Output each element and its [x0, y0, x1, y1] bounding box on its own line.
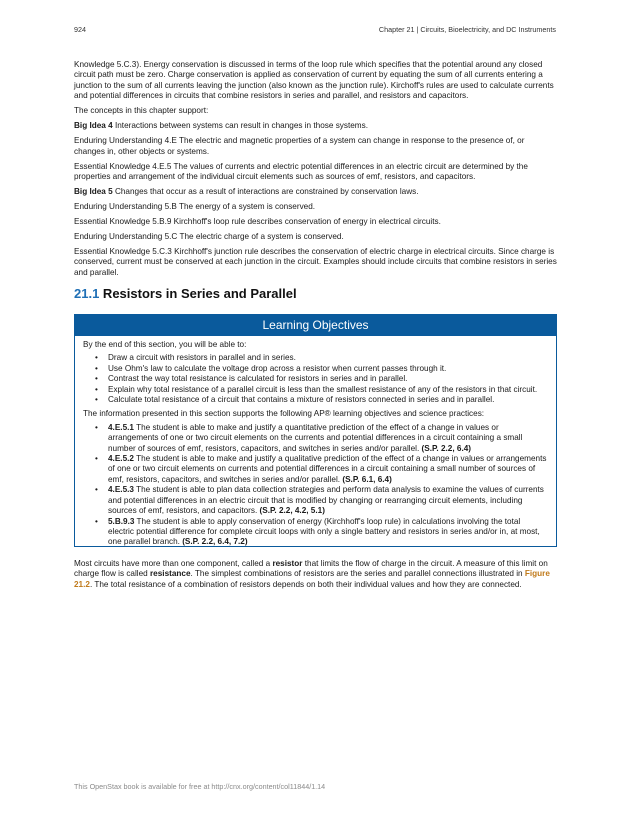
concept-item — [74, 232, 557, 242]
footer-note: This OpenStax book is available for free at http://cnx.org/content/col11844/1.14 — [74, 782, 326, 791]
closing-text: that limits the flow of charge in the circuit. A measure of this limit on charge flow is called — [74, 559, 548, 579]
ap-objective-item — [83, 423, 548, 454]
ap-text: The student is able to make and justify a quantitative prediction of the effect of a change in values or arrangements of one or two circuit elements on the currents and potential differences in a circuit containing a small number of sources of emf, resistors, capacitors, and switches in series and/or parallel. — [108, 422, 523, 453]
ap-code: 4.E.5.1 — [108, 422, 134, 432]
ap-code: 5.B.9.3 — [108, 516, 135, 526]
closing-text: . The simplest combinations of resistors are the series and parallel connections illustrated in — [190, 569, 525, 579]
closing-text: . The total resistance of a combination of resistors depends on both their individual values and how they are connected. — [89, 579, 522, 589]
concept-item — [74, 121, 557, 131]
ap-objective-item — [83, 454, 548, 485]
objectives-list — [83, 353, 548, 405]
ap-text: The student is able to make and justify a qualitative prediction of the effect of a change in values or arrangements of one or two circuit elements on currents and potential differences in a circuit containing a small number of sources of emf, resistors, capacitors, and switches in series and/or parallel. — [108, 454, 547, 484]
concept-bold: Big Idea 5 — [74, 187, 113, 197]
concept-text: Changes that occur as a result of interactions are constrained by conservation laws. — [112, 187, 419, 197]
concept-text: Essential Knowledge 4.E.5 The values of currents and electric potential differences in an electric circuit are determined by the properties and arrangement of the individual circuit elements such as sources of emf, resistors, and capacitors. — [74, 161, 528, 182]
ap-objective-item — [83, 517, 548, 548]
ap-intro: The information presented in this section supports the following AP® learning objectives and science practices: — [83, 409, 485, 419]
objective-item: • Contrast the way total resistance is calculated for resistors in series and in parallel. — [83, 374, 548, 384]
concept-item — [74, 202, 557, 212]
ap-code: 4.E.5.3 — [108, 485, 134, 495]
term-resistance: resistance — [150, 569, 191, 579]
section-title — [74, 286, 297, 301]
concept-item — [74, 136, 557, 157]
concept-text: Essential Knowledge 5.C.3 Kirchhoff's junction rule describes the conservation of electric charge in electrical circuits. Since charge is conserved, current must be conserved at each junction in the circuit. Examples should include circuits that combine resistors in series and parallel. — [74, 247, 557, 277]
concept-bold: Big Idea 4 — [74, 121, 113, 131]
science-practice: (S.P. 2.2, 4.2, 5.1) — [259, 506, 325, 516]
ap-objectives-list — [83, 423, 548, 548]
learning-objectives-box — [74, 314, 557, 547]
science-practice: (S.P. 2.2, 6.4, 7.2) — [182, 537, 248, 547]
objective-item: • Use Ohm's law to calculate the voltage drop across a resistor when current passes through it. — [83, 364, 548, 374]
intro-paragraph: Knowledge 5.C.3). Energy conservation is discussed in terms of the loop rule which specifies that the potential around any closed circuit path must be zero. Charge conservation is applied as conservation of current by equating the sum of all currents entering a junction to the sum of all currents leaving the junction (also known as the junction rule). Kirchoff's rules are used to calculate currents and potential differences in circuits that combine resistors in series and parallel, and resistors and capacitors. — [74, 60, 554, 101]
figure-link[interactable]: Figure 21.2 — [74, 569, 550, 589]
concept-text: Enduring Understanding 5.C The electric charge of a system is conserved. — [74, 232, 344, 242]
objective-item: • Calculate total resistance of a circuit that contains a mixture of resistors connected in series and in parallel. — [83, 395, 548, 405]
concept-text: Enduring Understanding 4.E The electric and magnetic properties of a system can change in response to the presence of, or changes in, other objects or systems. — [74, 136, 525, 156]
closing-text: Most circuits have more than one component, called a — [74, 559, 273, 568]
concepts-intro: The concepts in this chapter support: — [74, 106, 209, 116]
concept-item — [74, 247, 557, 278]
ap-objective-item — [83, 485, 548, 516]
objective-item: • Draw a circuit with resistors in parallel and in series. — [83, 353, 548, 363]
ap-code: 4.E.5.2 — [108, 454, 134, 464]
section-number: 21.1 — [74, 286, 100, 301]
concept-item — [74, 162, 557, 183]
body-text — [74, 60, 557, 283]
learning-objectives-heading: Learning Objectives — [75, 315, 556, 336]
closing-paragraph — [74, 559, 557, 590]
concept-item — [74, 187, 557, 197]
concept-item — [74, 217, 557, 227]
ap-text: The student is able to apply conservation of energy (Kirchhoff's loop rule) in calculations involving the total electric potential difference for complete circuit loops with only a single battery and resistors in series and/or in, at most, one parallel branch. — [108, 516, 540, 547]
ap-text: The student is able to plan data collection strategies and perform data analysis to examine the values of currents and potential differences in an electric circuit that is modified by changing or rearranging circuit elements, including sources of emf, resistors, and capacitors. — [108, 485, 544, 516]
chapter-header: Chapter 21 | Circuits, Bioelectricity, and DC Instruments — [378, 25, 556, 34]
page-number: 924 — [74, 25, 86, 34]
learning-objectives-body — [75, 336, 556, 548]
concept-text: Essential Knowledge 5.B.9 Kirchhoff's loop rule describes conservation of energy in electrical circuits. — [74, 217, 441, 227]
section-heading: Resistors in Series and Parallel — [99, 286, 297, 301]
objectives-intro: By the end of this section, you will be able to: — [83, 340, 247, 349]
science-practice: (S.P. 2.2, 6.4) — [421, 443, 472, 453]
term-resistor: resistor — [272, 559, 303, 568]
science-practice: (S.P. 6.1, 6.4) — [342, 474, 392, 484]
concept-text: Enduring Understanding 5.B The energy of a system is conserved. — [74, 202, 316, 212]
concept-text: Interactions between systems can result in changes in those systems. — [112, 121, 368, 131]
objective-item: • Explain why total resistance of a parallel circuit is less than the smallest resistance of any of the resistors in that circuit. — [83, 385, 548, 395]
